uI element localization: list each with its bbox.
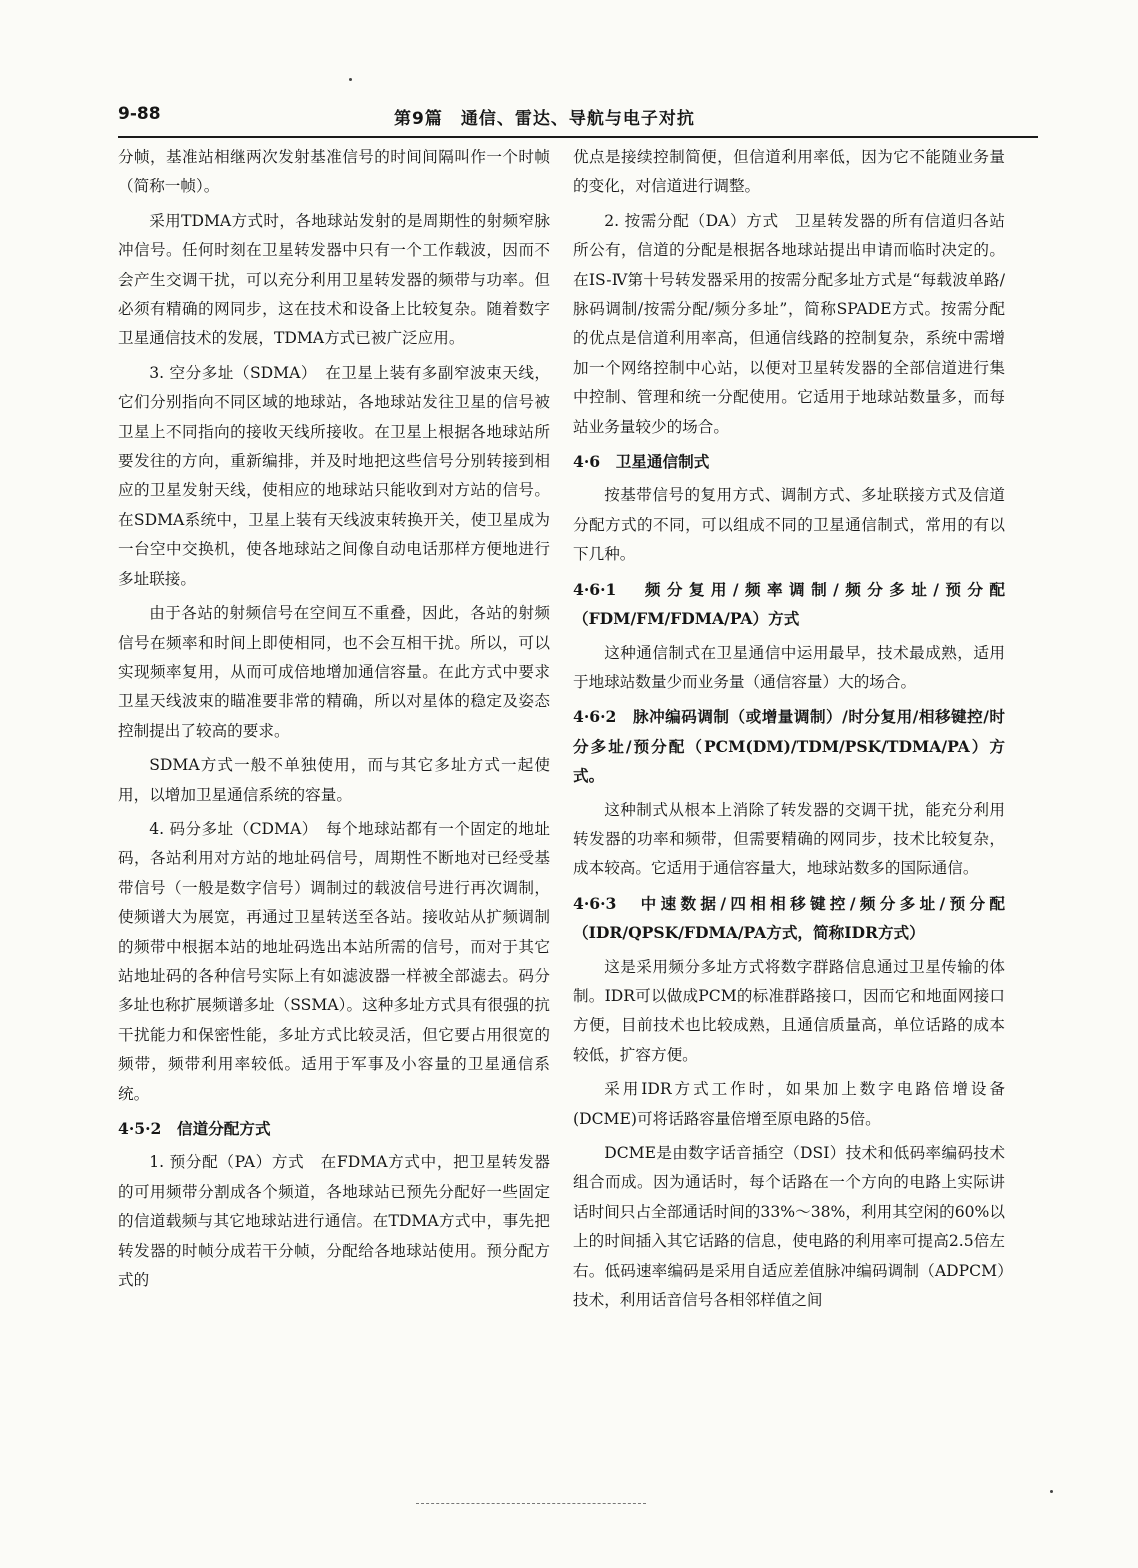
section-heading: 4·6·3 中速数据/四相相移键控/频分多址/预分配（IDR/QPSK/FDMA/PA方式，简称IDR方式） <box>573 893 1005 943</box>
right-column <box>573 143 1005 1315</box>
section-heading: 4·5·2 信道分配方式 <box>118 1119 271 1138</box>
section-heading: 4·6 卫星通信制式 <box>573 452 710 472</box>
scan-speck <box>1050 1490 1053 1493</box>
page-number: 9-88 <box>118 104 161 124</box>
page-header <box>118 104 1038 134</box>
section-heading: 4·6·2 脉冲编码调制（或增量调制）/时分复用/相移键控/时分多址/预分配（PCM(DM)/TDM/PSK/TDMA/PA）方式。 <box>573 707 1005 786</box>
paragraph: 采用IDR方式工作时，如果加上数字电路倍增设备(DCME)可将话路容量倍增至原电路的5倍。 <box>573 1080 1005 1128</box>
header-rule <box>118 136 1038 138</box>
section-heading: 4·6·1 频分复用/频率调制/频分多址/预分配（FDM/FM/FDMA/PA）方式 <box>573 579 1005 629</box>
paragraph: DCME是由数字话音插空（DSI）技术和低码率编码技术组合而成。因为通话时，每个话路在一个方向的电路上实际讲话时间只占全部通话时间的33%～38%，利用其空闲的60%以上的时间插入其它话路的信息，使电路的利用率可提高2.5倍左右。低码速率编码是采用自适应差值脉冲编码调制（ADPCM）技术，利用话音信号各相邻样值之间 <box>573 1144 1005 1310</box>
paragraph: 由于各站的射频信号在空间互不重叠，因此，各站的射频信号在频率和时间上即使相同，也不会互相干扰。所以，可以实现频率复用，从而可成倍地增加通信容量。在此方式中要求卫星天线波束的瞄准要非常的精确，所以对星体的稳定及姿态控制提出了较高的要求。 <box>118 604 550 740</box>
paragraph: 这种通信制式在卫星通信中运用最早，技术最成熟，适用于地球站数量少而业务量（通信容量）大的场合。 <box>573 643 1005 691</box>
paragraph: SDMA方式一般不单独使用，而与其它多址方式一起使用，以增加卫星通信系统的容量。 <box>118 756 550 804</box>
paragraph: 按基带信号的复用方式、调制方式、多址联接方式及信道分配方式的不同，可以组成不同的卫星通信制式，常用的有以下几种。 <box>573 486 1005 564</box>
paragraph: 3. 空分多址（SDMA） 在卫星上装有多副窄波束天线，它们分别指向不同区域的地球站，各地球站发往卫星的信号被卫星上不同指向的接收天线所接收。在卫星上根据各地球站所要发往的方向，重新编排，并及时地把这些信号分别转接到相应的卫星发射天线，使相应的地球站只能收到对方站的信号。在SDMA系统中，卫星上装有天线波束转换开关，使卫星成为一台空中交换机，使各地球站之间像自动电话那样方便地进行多址联接。 <box>118 363 550 588</box>
paragraph: 这种制式从根本上消除了转发器的交调干扰，能充分利用转发器的功率和频带，但需要精确的网同步，技术比较复杂，成本较高。它适用于通信容量大，地球站数多的国际通信。 <box>573 800 1005 878</box>
paragraph: 这是采用频分多址方式将数字群路信息通过卫星传输的体制。IDR可以做成PCM的标准群路接口，因而它和地面网接口方便，目前技术也比较成熟，且通信质量高，单位话路的成本较低，扩容方便。 <box>573 957 1005 1064</box>
paragraph: 1. 预分配（PA）方式 在FDMA方式中，把卫星转发器的可用频带分割成各个频道，各地球站已预先分配好一些固定的信道载频与其它地球站进行通信。在TDMA方式中，事先把转发器的时帧分成若干分帧，分配给各地球站使用。预分配方式的 <box>118 1153 550 1290</box>
paragraph: 4. 码分多址（CDMA） 每个地球站都有一个固定的地址码，各站利用对方站的地址码信号，周期性不断地对已经受基带信号（一般是数字信号）调制过的载波信号进行再次调制，使频谱大为展宽，再通过卫星转送至各站。接收站从扩频调制的频带中根据本站的地址码选出本站所需的信号，而对于其它站地址码的各种信号实际上有如滤波器一样被全部滤去。码分多址也称扩展频谱多址（SSMA）。这种多址方式具有很强的抗干扰能力和保密性能，多址方式比较灵活，但它要占用很宽的频带，频带利用率较低。适用于军事及小容量的卫星通信系统。 <box>118 819 550 1103</box>
left-column <box>118 143 550 1295</box>
footer-rule <box>416 1503 646 1504</box>
paragraph: 采用TDMA方式时，各地球站发射的是周期性的射频窄脉冲信号。任何时刻在卫星转发器中只有一个工作载波，因而不会产生交调干扰，可以充分利用卫星转发器的频带与功率。但必须有精确的网同步，这在技术和设备上比较复杂。随着数字卫星通信技术的发展，TDMA方式已被广泛应用。 <box>118 211 550 348</box>
paragraph: 分帧，基准站相继两次发射基准信号的时间间隔叫作一个时帧（简称一帧）。 <box>118 148 550 196</box>
paragraph: 优点是接续控制简便，但信道利用率低，因为它不能随业务量的变化，对信道进行调整。 <box>573 148 1005 196</box>
paragraph: 2. 按需分配（DA）方式 卫星转发器的所有信道归各站所公有，信道的分配是根据各地球站提出申请而临时决定的。在IS-Ⅳ第十号转发器采用的按需分配多址方式是“每载波单路/脉码调制/按需分配/频分多址”，简称SPADE方式。按需分配的优点是信道利用率高，但通信线路的控制复杂，系统中需增加一个网络控制中心站，以便对卫星转发器的全部信道进行集中控制、管理和统一分配使用。它适用于地球站数量多，而每站业务量较少的场合。 <box>573 211 1005 436</box>
scan-speck <box>349 78 352 81</box>
running-title: 第9篇 通信、雷达、导航与电子对抗 <box>394 109 695 129</box>
